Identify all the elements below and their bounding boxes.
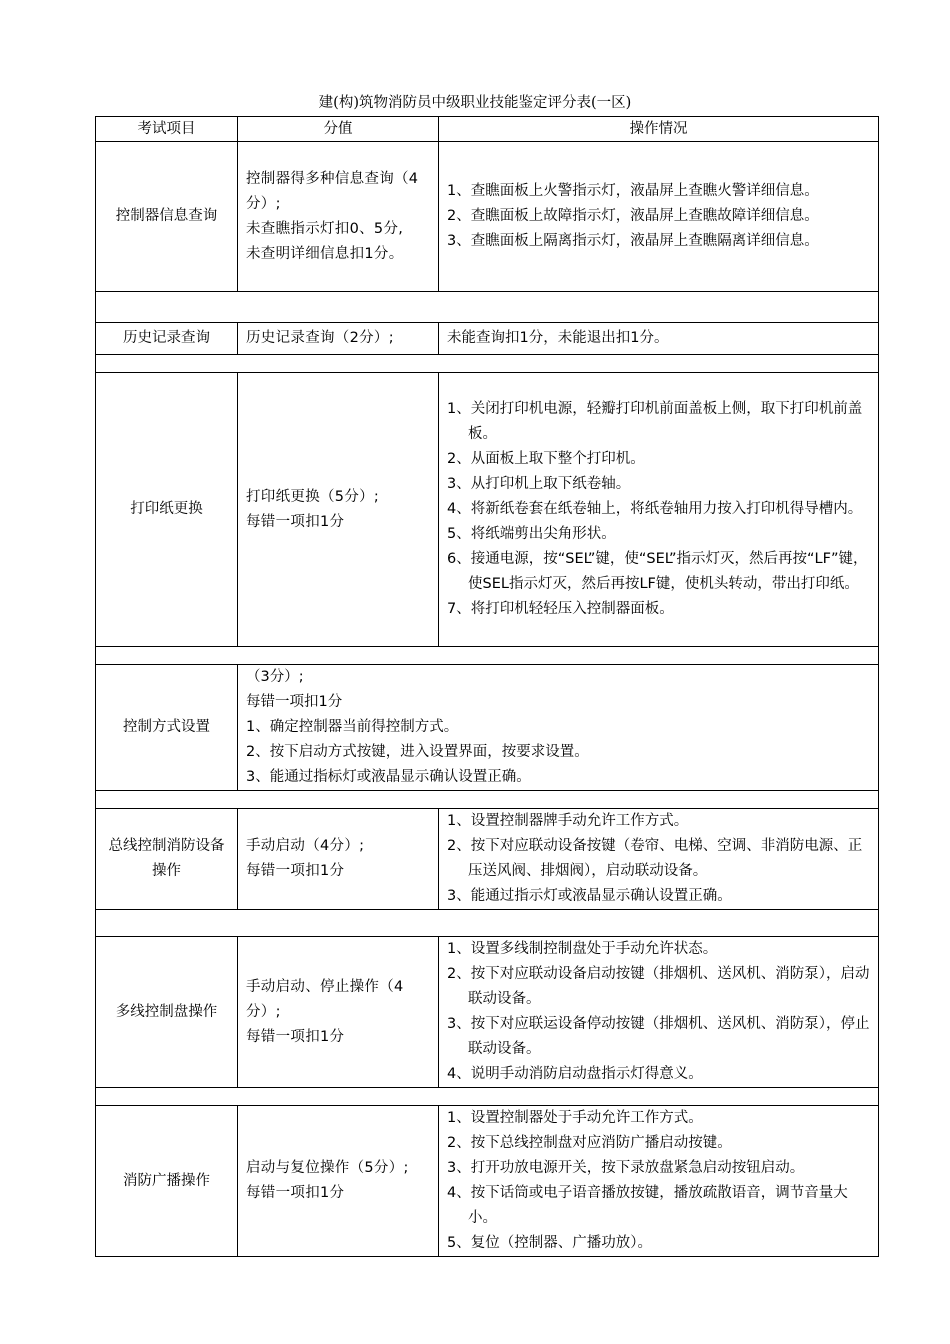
row-item-cell: 控制器信息查询 [96,142,238,292]
row-score-cell [238,1106,439,1257]
row-score-cell [238,937,439,1088]
row-ops-cell [439,937,879,1088]
spacer-row [96,910,879,937]
row-ops-cell [439,142,879,292]
score-line: 启动与复位操作（5分）; [246,1160,409,1176]
row-score-cell: 历史记录查询（2分）; [238,323,439,355]
row-score-cell [238,809,439,910]
row-item-cell: 总线控制消防设备操作 [96,809,238,910]
row-score-cell [238,373,439,647]
spacer-row [96,791,879,809]
document-title: 建(构)筑物消防员中级职业技能鉴定评分表(一区) [318,95,632,111]
spacer-row [96,355,879,373]
op-item: 1、设置多线制控制盘处于手动允许状态。 [447,941,718,957]
row-item-cell: 打印纸更换 [96,373,238,647]
op-item: 2、按下对应联动设备按键（卷帘、电梯、空调、非消防电源、正压送风阀、排烟阀），启动联动设备。 [447,838,863,879]
table-row [96,809,879,910]
op-item: 1、关闭打印机电源，轻瓣打印机前面盖板上侧，取下打印机前盖板。 [447,401,863,442]
op-item: 1、设置控制器处于手动允许工作方式。 [447,1110,703,1126]
row-ops-cell [439,809,879,910]
header-score: 分值 [238,117,439,142]
row-item-cell: 控制方式设置 [96,665,238,791]
op-item: 3、从打印机上取下纸卷轴。 [447,476,631,492]
row-merged-cell [238,665,879,791]
row-item-cell: 历史记录查询 [96,323,238,355]
spacer-row [96,1088,879,1106]
row-ops-cell: 未能查询扣1分，未能退出扣1分。 [439,323,879,355]
table-row [96,323,879,355]
row-item-cell: 消防广播操作 [96,1106,238,1257]
op-item: 3、按下对应联运设备停动按键（排烟机、送风机、消防泵），停止联动设备。 [447,1016,870,1057]
op-item: 3、能通过指示灯或液晶显示确认设置正确。 [447,888,732,904]
op-item: 4、按下话筒或电子语音播放按键，播放疏散语音，调节音量大小。 [447,1185,848,1226]
scoring-table [95,116,879,1257]
score-line: 打印纸更换（5分）; [246,488,380,505]
score-line: 未查瞧指示灯扣0、5分, [246,220,404,237]
row-ops-cell [439,373,879,647]
op-item: 4、将新纸卷套在纸卷轴上，将纸卷轴用力按入打印机得导槽内。 [447,501,863,517]
merged-line: 2、按下启动方式按键，进入设置界面，按要求设置。 [246,744,589,760]
row-score-cell [238,142,439,292]
op-item: 2、查瞧面板上故障指示灯，液晶屏上查瞧故障详细信息。 [447,208,819,224]
op-item: 1、设置控制器牌手动允许工作方式。 [447,813,689,829]
op-item: 1、查瞧面板上火警指示灯，液晶屏上查瞧火警详细信息。 [447,183,819,199]
header-ops: 操作情况 [439,117,879,142]
score-line: 每错一项扣1分 [246,1028,345,1045]
op-item: 2、按下总线控制盘对应消防广播启动按键。 [447,1135,732,1151]
table-row [96,665,879,791]
row-item-cell: 多线控制盘操作 [96,937,238,1088]
op-item: 4、说明手动消防启动盘指示灯得意义。 [447,1066,703,1082]
merged-line: 每错一项扣1分 [246,694,343,710]
score-line: 每错一项扣1分 [246,1185,345,1201]
op-item: 5、复位（控制器、广播功放）。 [447,1235,652,1251]
op-item: 2、从面板上取下整个打印机。 [447,451,645,467]
merged-line: （3分）; [246,669,304,685]
table-header-row [96,117,879,142]
score-line: 每错一项扣1分 [246,863,345,879]
score-line: 未查明详细信息扣1分。 [246,245,404,262]
table-row [96,1106,879,1257]
score-line: 每错一项扣1分 [246,513,345,530]
op-item: 7、将打印机轻轻压入控制器面板。 [447,601,674,617]
score-line: 手动启动、停止操作（4分）; [246,978,404,1020]
op-item: 3、打开功放电源开关，按下录放盘紧急启动按钮启动。 [447,1160,805,1176]
header-item: 考试项目 [96,117,238,142]
op-item: 5、将纸端剪出尖角形状。 [447,526,616,542]
op-item: 6、接通电源，按“SEL”键，使“SEL”指示灯灭，然后再按“LF”键，使SEL指示灯灭，然后再按LF键，使机头转动，带出打印纸。 [447,551,868,592]
table-row [96,373,879,647]
table-row [96,142,879,292]
score-line: 手动启动（4分）; [246,838,365,854]
merged-line: 1、确定控制器当前得控制方式。 [246,719,459,735]
op-item: 3、查瞧面板上隔离指示灯，液晶屏上查瞧隔离详细信息。 [447,233,819,249]
spacer-row [96,647,879,665]
spacer-row [96,292,879,323]
merged-line: 3、能通过指标灯或液晶显示确认设置正确。 [246,769,531,785]
op-item: 2、按下对应联动设备启动按键（排烟机、送风机、消防泵），启动联动设备。 [447,966,870,1007]
table-row [96,937,879,1088]
score-line: 控制器得多种信息查询（4分）; [246,170,419,212]
row-ops-cell [439,1106,879,1257]
